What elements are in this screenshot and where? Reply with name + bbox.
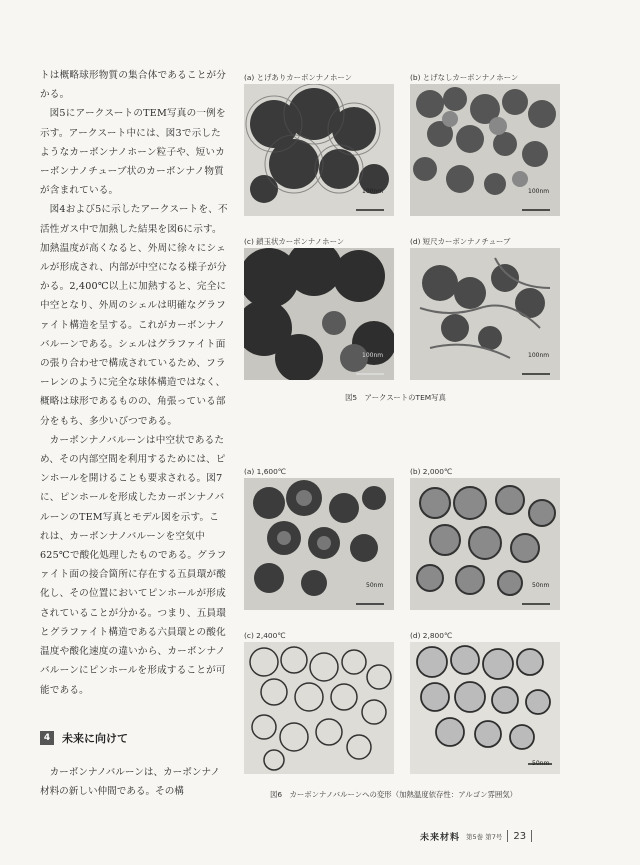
fig5-panel-b	[410, 72, 560, 216]
figure6-caption: 図6 カーボンナノバルーンへの変形（加熱温度依存性：アルゴン雰囲気）	[270, 790, 518, 799]
page-footer	[420, 829, 532, 843]
panel-label: (d) 2,800℃	[410, 631, 453, 640]
tem-image	[410, 642, 560, 774]
tem-image	[244, 84, 394, 216]
paragraph: カーボンナノバルーンは中空状であるため、その内部空間を利用するためには、ピンホールを開けることも要求される。図7に、ピンホールを形成したカーボンナノバルーンのTEM写真とモデル図を示す。これは、カーボンナノバルーンを空気中625℃で酸化処理したものである。グラファイト面の接合箇所に存在する五員環が酸化し、その位置においてピンホールが形成されていることが分かる。つまり、五員環とグラファイト構造である六員環との酸化温度や酸化速度の違いから、カーボンナノバルーンにピンホールを形成することが可能である。	[40, 434, 227, 696]
paragraph: トは概略球形物質の集合体であることが分かる。	[40, 70, 227, 101]
section-number: 4	[40, 731, 54, 745]
divider	[531, 830, 532, 842]
panel-label: (b) 2,000℃	[410, 467, 453, 476]
fig5-panel-d	[410, 236, 560, 380]
panel-label: (b) とげなしカーボンナノホーン	[410, 73, 519, 82]
tem-image	[410, 84, 560, 216]
scale-bar-label: 100nm	[362, 352, 384, 359]
figure5-caption: 図5 アークスートのTEM写真	[345, 393, 446, 402]
panel-label: (d) 短尺カーボンナノチューブ	[410, 237, 511, 246]
panel-label: (a) とげありカーボンナノホーン	[244, 73, 353, 82]
scale-bar-label: 100nm	[528, 352, 550, 359]
fig6-panel-b	[410, 466, 560, 610]
body-text-bottom	[40, 763, 228, 801]
fig6-panel-c	[244, 630, 394, 774]
tem-image	[410, 248, 560, 380]
paragraph: 図4および5に示したアークスートを、不活性ガス中で加熱した結果を図6に示す。加熱温度が高くなると、外周に徐々にシェルが形成され、内部が中空になる様子が分かる。2,400℃以上に加熱すると、完全に中空となり、外周のシェルは明確なグラファイト構造を呈する。これがカーボンナノバルーンである。シェルはグラファイト面の張り合わせで構成されているため、フラーレンのように完全な球体構造ではなく、概略は球形であるものの、角張っている部分をもち、多少いびつである。	[40, 204, 228, 427]
page-number: 23	[513, 830, 527, 842]
tem-image	[244, 642, 394, 774]
fig6-panel-d	[410, 630, 560, 774]
body-text	[40, 66, 228, 700]
paragraph: カーボンナノバルーンは、カーボンナノ材料の新しい仲間である。その構	[40, 767, 220, 798]
scale-bar-label: 50nm	[532, 760, 550, 767]
fig5-panel-a	[244, 72, 394, 216]
panel-label: (c) 2,400℃	[244, 631, 286, 640]
scale-bar-label: 50nm	[532, 582, 550, 589]
scale-bar-label: 50nm	[366, 582, 384, 589]
scale-bar-label: 100nm	[362, 188, 384, 195]
panel-label: (a) 1,600℃	[244, 467, 287, 476]
fig5-panel-c	[244, 236, 394, 380]
fig6-panel-a	[244, 466, 394, 610]
divider	[507, 830, 508, 842]
paragraph: 図5にアークスートのTEM写真の一例を示す。アークスート中には、図3で示したようなカーボンナノホーン粒子や、短いカーボンナノチューブ状のカーボンナノ物質が含まれている。	[40, 108, 226, 197]
magazine-name: 未来材料	[420, 832, 461, 843]
tem-image	[244, 478, 394, 610]
tem-image	[410, 478, 560, 610]
section-heading	[40, 728, 230, 748]
issue-info: 第5巻 第7号	[466, 832, 503, 841]
panel-label: (c) 鎖玉状カーボンナノホーン	[244, 237, 345, 246]
tem-image	[244, 248, 394, 380]
scale-bar-label: 100nm	[528, 188, 550, 195]
section-title: 未来に向けて	[62, 732, 128, 745]
